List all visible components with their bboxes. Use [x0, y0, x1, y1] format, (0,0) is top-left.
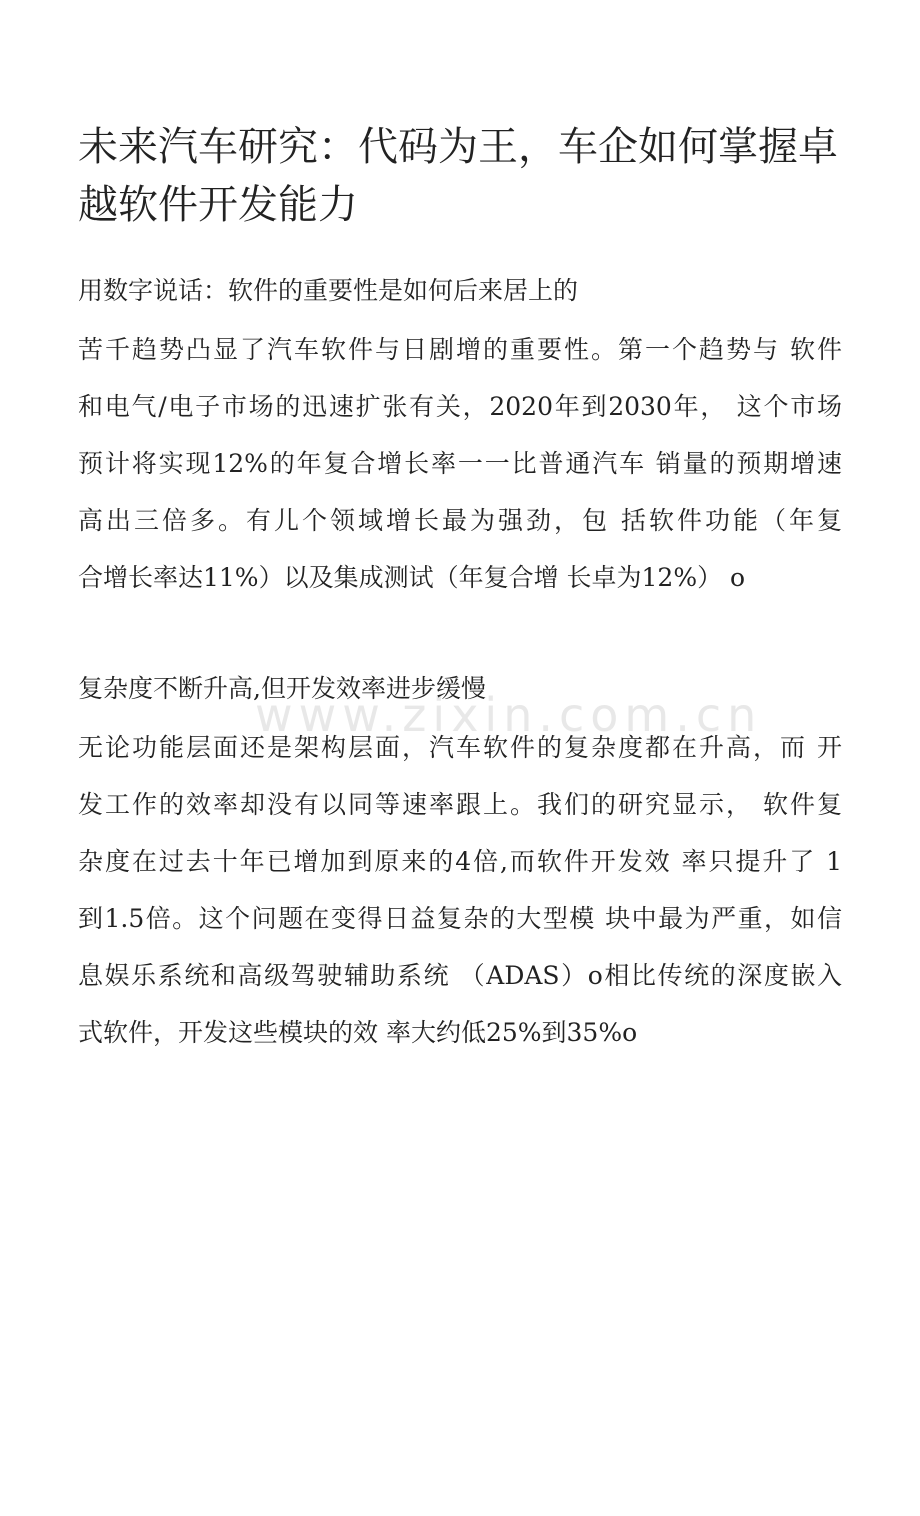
watermark: www.zixin.com.cn	[255, 688, 763, 742]
document-title: 未来汽车研究：代码为王，车企如何掌握卓越软件开发能力	[78, 124, 838, 228]
paragraph-line: 到1.5倍。这个问题在变得日益复杂的大型模 块中最为严重，如信	[78, 904, 842, 933]
paragraph-line: 无论功能层面还是架构层面，汽车软件的复杂度都在升高，而 开	[78, 733, 842, 762]
paragraph-line: 杂度在过去十年已增加到原来的4倍,而软件开发效 率只提升了 1	[78, 847, 842, 876]
paragraph-line: 预计将实现12%的年复合增长率一一比普通汽车 销量的预期增速	[78, 449, 842, 478]
section-heading-1: 用数字说话：软件的重要性是如何后来居上的	[78, 276, 579, 305]
paragraph-line: 式软件，开发这些模块的效 率大约低25%到35%o	[78, 1018, 638, 1047]
paragraph-line: 高出三倍多。有儿个领域增长最为强劲，包 括软件功能（年复	[78, 506, 842, 535]
paragraph-line: 合增长率达11%）以及集成测试（年复合增 长卓为12%） o	[78, 563, 746, 592]
paragraph-line: 苦千趋势凸显了汽车软件与日剧增的重要性。第一个趋势与 软件	[78, 335, 842, 364]
section-paragraph-1	[78, 321, 842, 606]
section-heading-2: 复杂度不断升高,但开发效率进步缓慢	[78, 674, 486, 703]
paragraph-line: 息娱乐系统和高级驾驶辅助系统 （ADAS）o相比传统的深度嵌入	[78, 961, 842, 990]
paragraph-line: 发工作的效率却没有以同等速率跟上。我们的研究显示， 软件复	[78, 790, 842, 819]
paragraph-line: 和电气/电子市场的迅速扩张有关，2020年到2030年， 这个市场	[78, 392, 842, 421]
section-paragraph-2	[78, 719, 842, 1061]
